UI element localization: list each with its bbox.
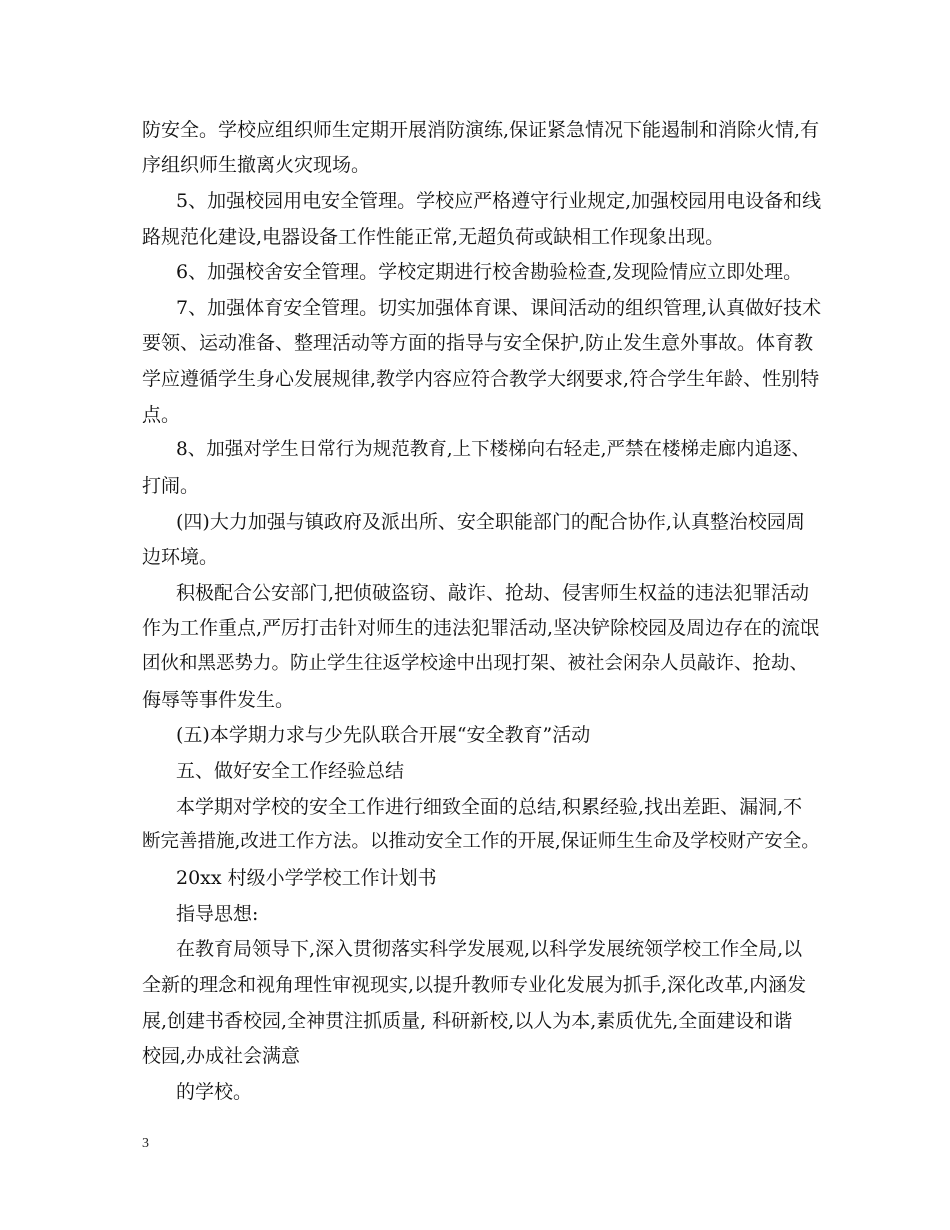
text-line: 展,创建书香校园,全神贯注抓质量, 科研新校,以人为本,素质优先,全面建设和谐: [142, 1010, 793, 1032]
text-line: 断完善措施,改进工作方法。以推动安全工作的开展,保证师生生命及学校财产安全。: [142, 831, 820, 852]
text-line: 打闹。: [142, 475, 200, 497]
text-line: 团伙和黑恶势力。防止学生往返学校途中出现打架、被社会闲杂人员敲诈、抢劫、: [142, 653, 809, 674]
text-line: 8、加强对学生日常行为规范教育,上下楼梯向右轻走,严禁在楼梯走廊内追逐、: [176, 439, 811, 460]
text-line: 校园,办成社会满意: [142, 1045, 301, 1067]
text-line: 的学校。: [176, 1081, 253, 1103]
text-line: 路规范化建设,电器设备工作性能正常,无超负荷或缺相工作现象出现。: [142, 226, 725, 248]
text-line: 作为工作重点,严厉打击针对师生的违法犯罪活动,坚决铲除校园及周边存在的流氓: [142, 617, 820, 639]
text-line: 积极配合公安部门,把侦破盗窃、敲诈、抢劫、侵害师生权益的违法犯罪活动: [176, 582, 810, 604]
text-line: 6、加强校舍安全管理。学校定期进行校舍勘验检查,发现险情应立即处理。: [176, 261, 803, 283]
text-line: 7、加强体育安全管理。切实加强体育课、课间活动的组织管理,认真做好技术: [176, 297, 822, 319]
text-line: 指导思想:: [176, 903, 259, 925]
text-line: 侮辱等事件发生。: [142, 689, 295, 711]
text-line: 在教育局领导下,深入贯彻落实科学发展观,以科学发展统领学校工作全局,以: [176, 938, 803, 960]
page-number: 3: [142, 1136, 149, 1151]
text-line: 全新的理念和视角理性审视现实,以提升教师专业化发展为抓手,深化改革,内涵发: [142, 974, 807, 996]
text-line: 学应遵循学生身心发展规律,教学内容应符合教学大纲要求,符合学生年龄、性别特: [142, 368, 820, 390]
text-line: (五)本学期力求与少先队联合开展“安全教育”活动: [176, 724, 591, 746]
text-line: 要领、运动准备、整理活动等方面的指导与安全保护,防止发生意外事故。体育教: [142, 332, 814, 354]
text-line: 五、做好安全工作经验总结: [176, 760, 405, 782]
text-line: 20xx 村级小学学校工作计划书: [176, 867, 437, 889]
text-line: 防安全。学校应组织师生定期开展消防演练,保证紧急情况下能遏制和消除火情,有: [142, 119, 820, 141]
text-line: (四)大力加强与镇政府及派出所、安全职能部门的配合协作,认真整治校园周: [176, 511, 805, 533]
text-line: 边环境。: [142, 546, 219, 568]
text-line: 点。: [142, 404, 181, 426]
text-line: 5、加强校园用电安全管理。学校应严格遵守行业规定,加强校园用电设备和线: [176, 190, 822, 212]
text-line: 序组织师生撤离火灾现场。: [142, 154, 371, 176]
text-line: 本学期对学校的安全工作进行细致全面的总结,积累经验,找出差距、漏洞,不: [176, 796, 803, 818]
